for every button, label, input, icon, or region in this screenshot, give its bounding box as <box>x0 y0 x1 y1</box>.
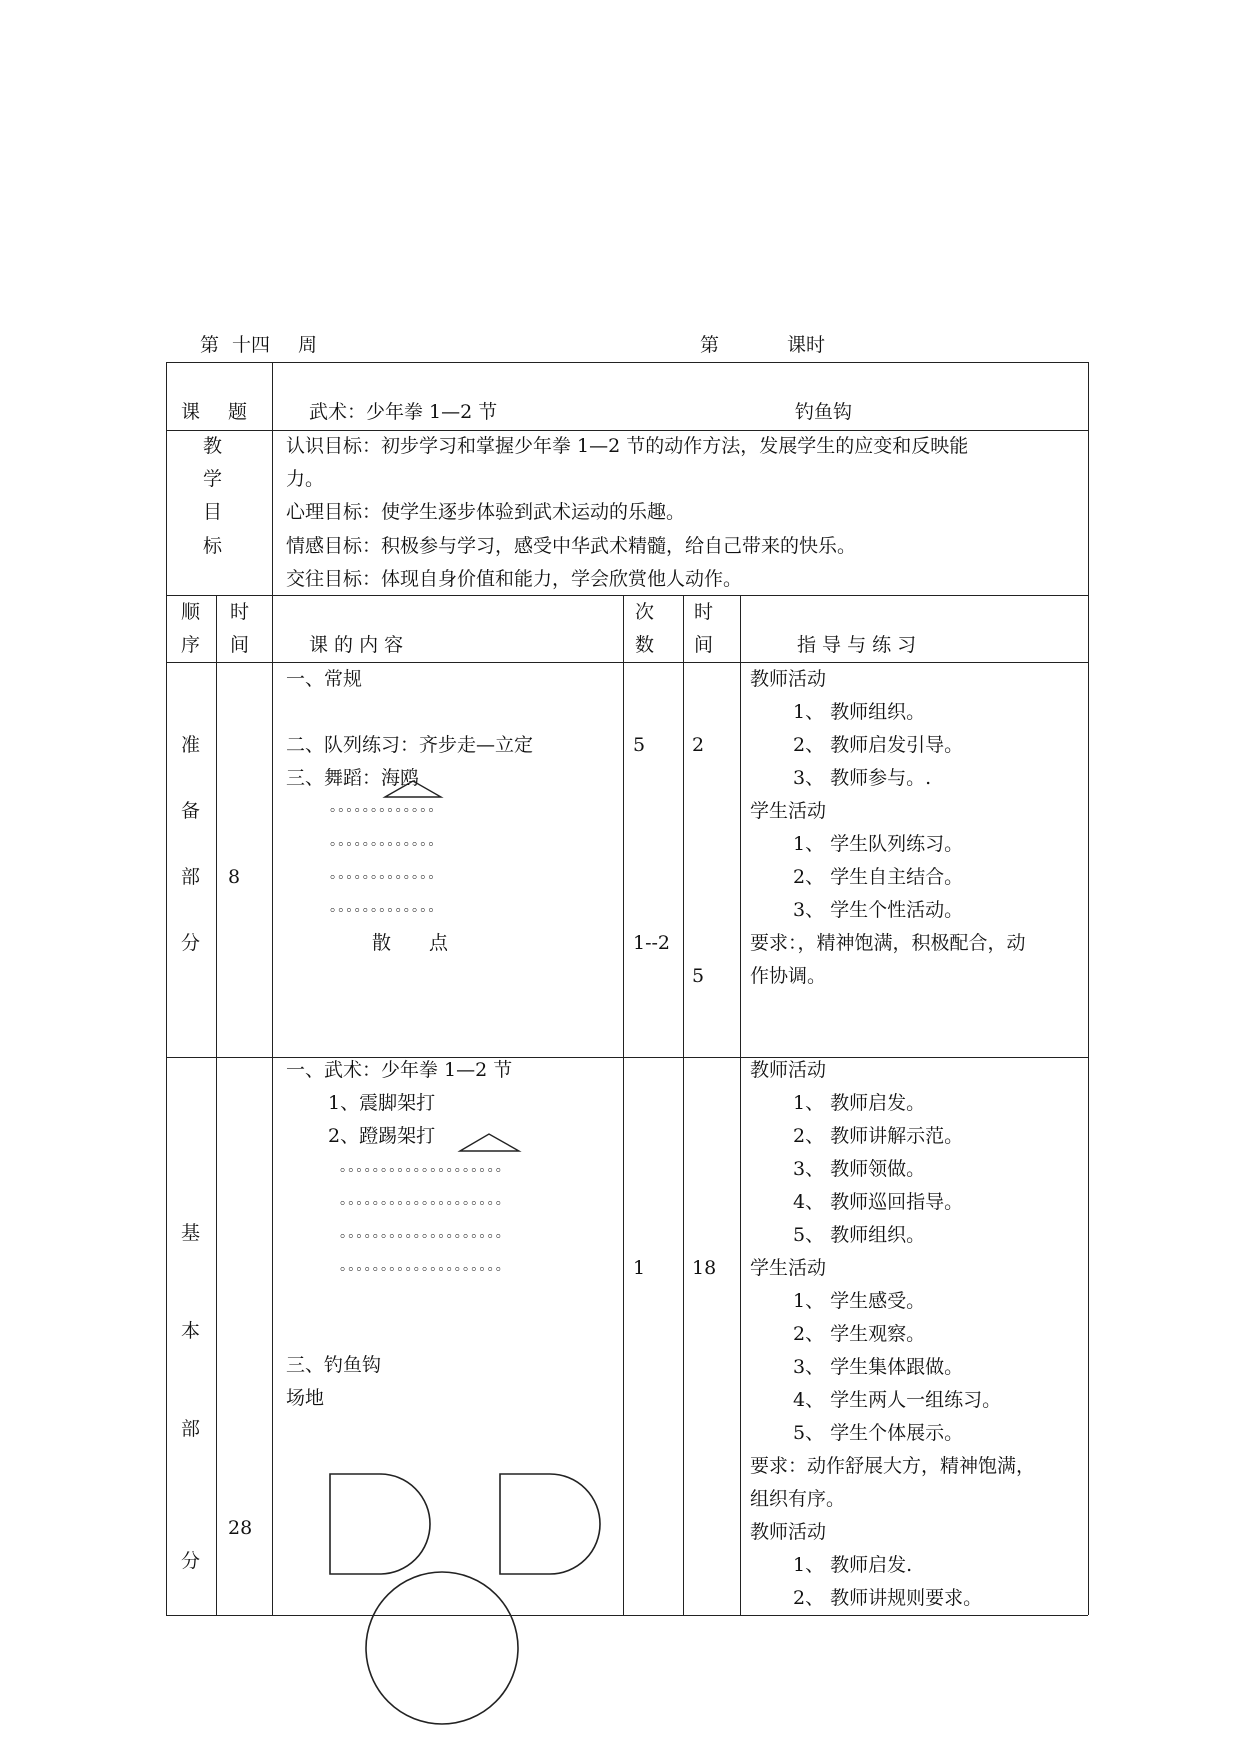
objectives-label-char: 学 <box>203 468 223 490</box>
prep-label-char: 分 <box>181 932 201 954</box>
week-suffix: 周 <box>298 334 318 356</box>
basic-guide-line: 5、 学生个体展示。 <box>793 1422 964 1444</box>
basic-guide-line: 3、 学生集体跟做。 <box>793 1356 964 1378</box>
basic-time: 28 <box>228 1517 253 1539</box>
basic-duration: 18 <box>692 1257 717 1279</box>
formation-dots: 。。。。。。。。。。。。。。。。。。。。 <box>340 1225 511 1241</box>
teacher-triangle-icon <box>460 1134 519 1151</box>
prep-guide-line: 1、 教师组织。 <box>793 701 926 723</box>
col-header-time: 时 <box>230 601 250 623</box>
basic-guide-line: 组织有序。 <box>750 1488 846 1510</box>
col-header-time: 间 <box>230 634 250 656</box>
lesson-suffix: 课时 <box>787 334 826 356</box>
objectives-label-char: 教 <box>203 435 223 457</box>
objective-line: 认识目标：初步学习和掌握少年拳 1—2 节的动作方法，发展学生的应变和反映能 <box>286 435 969 457</box>
basic-content-line: 场地 <box>286 1387 325 1409</box>
col-header-content: 课 的 内 容 <box>309 634 404 656</box>
objective-line: 心理目标：使学生逐步体验到武术运动的乐趣。 <box>286 501 686 523</box>
prep-guide-line: 学生活动 <box>750 800 827 822</box>
basic-guide-line: 5、 教师组织。 <box>793 1224 926 1246</box>
lesson-prefix: 第 <box>700 334 720 356</box>
basic-guide-line: 教师活动 <box>750 1521 827 1543</box>
col-header-count: 数 <box>635 634 655 656</box>
prep-guide-line: 2、 教师启发引导。 <box>793 734 964 756</box>
prep-guide-line: 3、 教师参与。. <box>793 767 932 789</box>
formation-dots: 。。。。。。。。。。。。。。。。。。。。 <box>340 1192 511 1208</box>
basic-guide-line: 1、 教师启发。 <box>793 1092 926 1114</box>
topic-label-2: 题 <box>228 401 248 423</box>
prep-content-line: 一、常规 <box>286 668 363 690</box>
basic-label-char: 本 <box>181 1320 201 1342</box>
basic-guide-line: 3、 教师领做。 <box>793 1158 926 1180</box>
prep-duration: 2 <box>692 734 705 756</box>
col-header-count: 次 <box>635 601 655 623</box>
basic-content-line: 2、蹬踢架打 <box>328 1125 436 1147</box>
basic-content-line: 三、钓鱼钩 <box>286 1354 382 1376</box>
teacher-triangle-icon <box>385 781 441 797</box>
basic-guide-line: 2、 学生观察。 <box>793 1323 926 1345</box>
basic-label-char: 基 <box>181 1222 201 1244</box>
prep-label-char: 部 <box>181 866 201 888</box>
prep-count: 1--2 <box>633 932 671 954</box>
basic-content-line: 1、震脚架打 <box>328 1092 436 1114</box>
objectives-label-char: 目 <box>203 501 223 523</box>
objectives-label-char: 标 <box>203 535 223 557</box>
scatter-label: 散 点 <box>372 932 449 954</box>
field-d-shape-right <box>500 1474 600 1574</box>
basic-guide-line: 2、 教师讲解示范。 <box>793 1125 964 1147</box>
week-number: 十四 <box>232 334 271 356</box>
objective-line: 力。 <box>286 468 325 490</box>
field-d-shape-left <box>330 1474 430 1574</box>
prep-time: 8 <box>228 866 241 888</box>
topic-label-1: 课 <box>181 401 201 423</box>
objective-line: 交往目标：体现自身价值和能力，学会欣赏他人动作。 <box>286 568 743 590</box>
prep-guide-line: 2、 学生自主结合。 <box>793 866 964 888</box>
formation-dots: 。。。。。。。。。。。。。。。。。。。。 <box>340 1159 511 1175</box>
prep-count: 5 <box>633 734 646 756</box>
prep-guide-line: 教师活动 <box>750 668 827 690</box>
col-header-order: 顺 <box>181 601 201 623</box>
prep-label-char: 准 <box>181 734 201 756</box>
prep-content-line: 三、舞蹈：海鸥 <box>286 767 420 789</box>
basic-guide-line: 4、 教师巡回指导。 <box>793 1191 964 1213</box>
prep-guide-line: 1、 学生队列练习。 <box>793 833 964 855</box>
prep-duration: 5 <box>692 965 705 987</box>
prep-guide-line: 要求：，精神饱满，积极配合，动 <box>750 932 1026 954</box>
basic-guide-line: 2、 教师讲规则要求。 <box>793 1587 983 1609</box>
col-header-order: 序 <box>181 634 201 656</box>
topic-text-2: 钓鱼钩 <box>795 401 853 423</box>
formation-dots: 。。。。。。。。。。。。。。。。。。。。 <box>340 1258 511 1274</box>
formation-dots: 。。。。。。。。。。。。。 <box>330 899 444 915</box>
field-circle <box>366 1572 518 1724</box>
basic-label-char: 部 <box>181 1418 201 1440</box>
prep-label-char: 备 <box>181 800 201 822</box>
objective-line: 情感目标：积极参与学习，感受中华武术精髓，给自己带来的快乐。 <box>286 535 857 557</box>
col-header-time2: 时 <box>694 601 714 623</box>
basic-guide-line: 4、 学生两人一组练习。 <box>793 1389 1002 1411</box>
basic-content-line: 一、武术：少年拳 1—2 节 <box>286 1059 513 1081</box>
prep-guide-line: 作协调。 <box>750 965 827 987</box>
prep-guide-line: 3、 学生个性活动。 <box>793 899 964 921</box>
col-header-guide: 指 导 与 练 习 <box>797 634 917 656</box>
formation-dots: 。。。。。。。。。。。。。 <box>330 866 444 882</box>
basic-label-char: 分 <box>181 1550 201 1572</box>
basic-count: 1 <box>633 1257 646 1279</box>
topic-text-1: 武术：少年拳 1—2 节 <box>309 401 498 423</box>
formation-dots: 。。。。。。。。。。。。。 <box>330 799 444 815</box>
col-header-time2: 间 <box>694 634 714 656</box>
week-prefix: 第 <box>200 334 220 356</box>
prep-content-line: 二、队列练习：齐步走—立定 <box>286 734 534 756</box>
basic-guide-line: 1、 学生感受。 <box>793 1290 926 1312</box>
formation-dots: 。。。。。。。。。。。。。 <box>330 833 444 849</box>
basic-guide-line: 要求：动作舒展大方，精神饱满， <box>750 1455 1036 1477</box>
basic-guide-line: 学生活动 <box>750 1257 827 1279</box>
basic-guide-line: 1、 教师启发. <box>793 1554 913 1576</box>
basic-guide-line: 教师活动 <box>750 1059 827 1081</box>
